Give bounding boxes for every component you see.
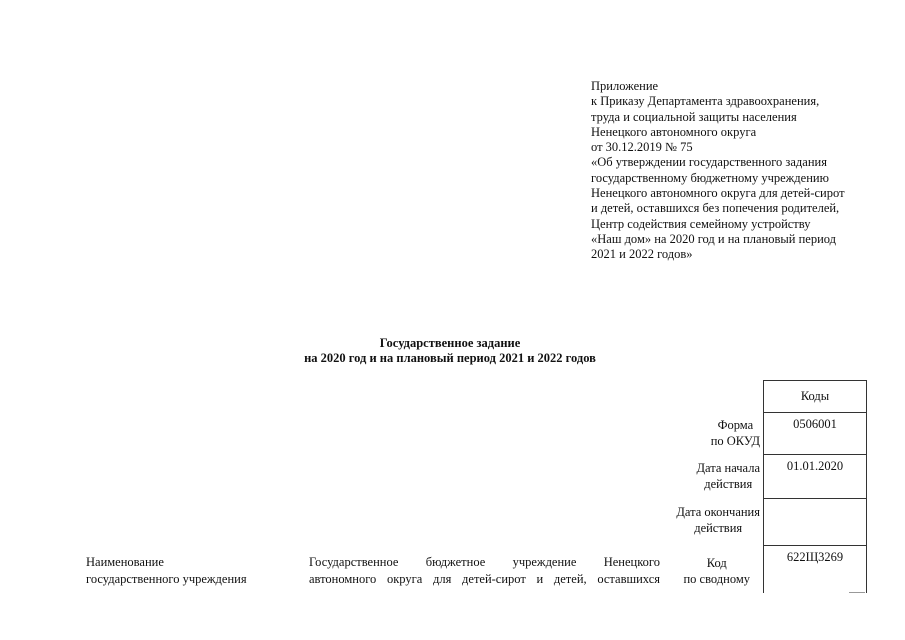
appendix-block	[591, 79, 891, 263]
appendix-line: к Приказу Департамента здравоохранения,	[591, 94, 820, 109]
end-date-label	[676, 504, 760, 536]
okud-label	[711, 417, 760, 449]
institution-name-line-1: Государственное бюджетное учреждение Ненецкого	[309, 555, 660, 569]
okud-label-line-1: Форма	[717, 418, 754, 432]
registry-code-label-line-1: Код	[706, 556, 727, 570]
okud-code-value: 0506001	[764, 413, 866, 455]
appendix-line: Ненецкого автономного округа	[591, 124, 757, 139]
start-date-label-line-2: действия	[704, 477, 753, 491]
institution-label	[86, 554, 247, 588]
title-line-1: Государственное задание	[379, 336, 521, 350]
appendix-line: «Об утверждении государственного задания	[591, 155, 827, 170]
appendix-line: Центр содействия семейному устройству	[591, 216, 811, 231]
codes-header: Коды	[764, 381, 866, 413]
end-date-label-line-1: Дата окончания	[676, 505, 760, 519]
institution-name	[309, 554, 660, 588]
appendix-line: труда и социальной защиты населения	[591, 109, 797, 124]
appendix-line: 2021 и 2022 годов»	[591, 247, 693, 262]
appendix-line: Приложение	[591, 79, 659, 93]
institution-label-line-1: Наименование	[86, 555, 164, 569]
title-line-2: на 2020 год и на плановый период 2021 и 2022 годов	[304, 351, 596, 365]
start-date-value: 01.01.2020	[764, 455, 866, 499]
registry-code-label	[683, 555, 750, 587]
appendix-line: государственному бюджетному учреждению	[591, 170, 829, 185]
registry-code-value: 622Щ3269	[786, 550, 844, 564]
registry-code-label-line-2: по сводному	[683, 572, 750, 586]
institution-label-line-2: государственного учреждения	[86, 572, 247, 586]
okud-label-line-2: по ОКУД	[710, 434, 760, 448]
appendix-line: «Наш дом» на 2020 год и на плановый период	[591, 231, 837, 246]
appendix-line: от 30.12.2019 № 75	[591, 140, 693, 155]
start-date-label	[696, 460, 760, 492]
codes-bottom-rule	[849, 592, 865, 593]
document-title	[250, 336, 650, 366]
start-date-label-line-1: Дата начала	[696, 461, 760, 475]
appendix-line: и детей, оставшихся без попечения родителей,	[591, 201, 840, 216]
end-date-label-line-2: действия	[694, 521, 743, 535]
end-date-value	[764, 499, 866, 546]
institution-name-line-2: автономного округа для детей-сирот и детей, оставшихся	[309, 572, 660, 586]
codes-table	[763, 380, 867, 593]
appendix-line: Ненецкого автономного округа для детей-сирот	[591, 186, 845, 201]
